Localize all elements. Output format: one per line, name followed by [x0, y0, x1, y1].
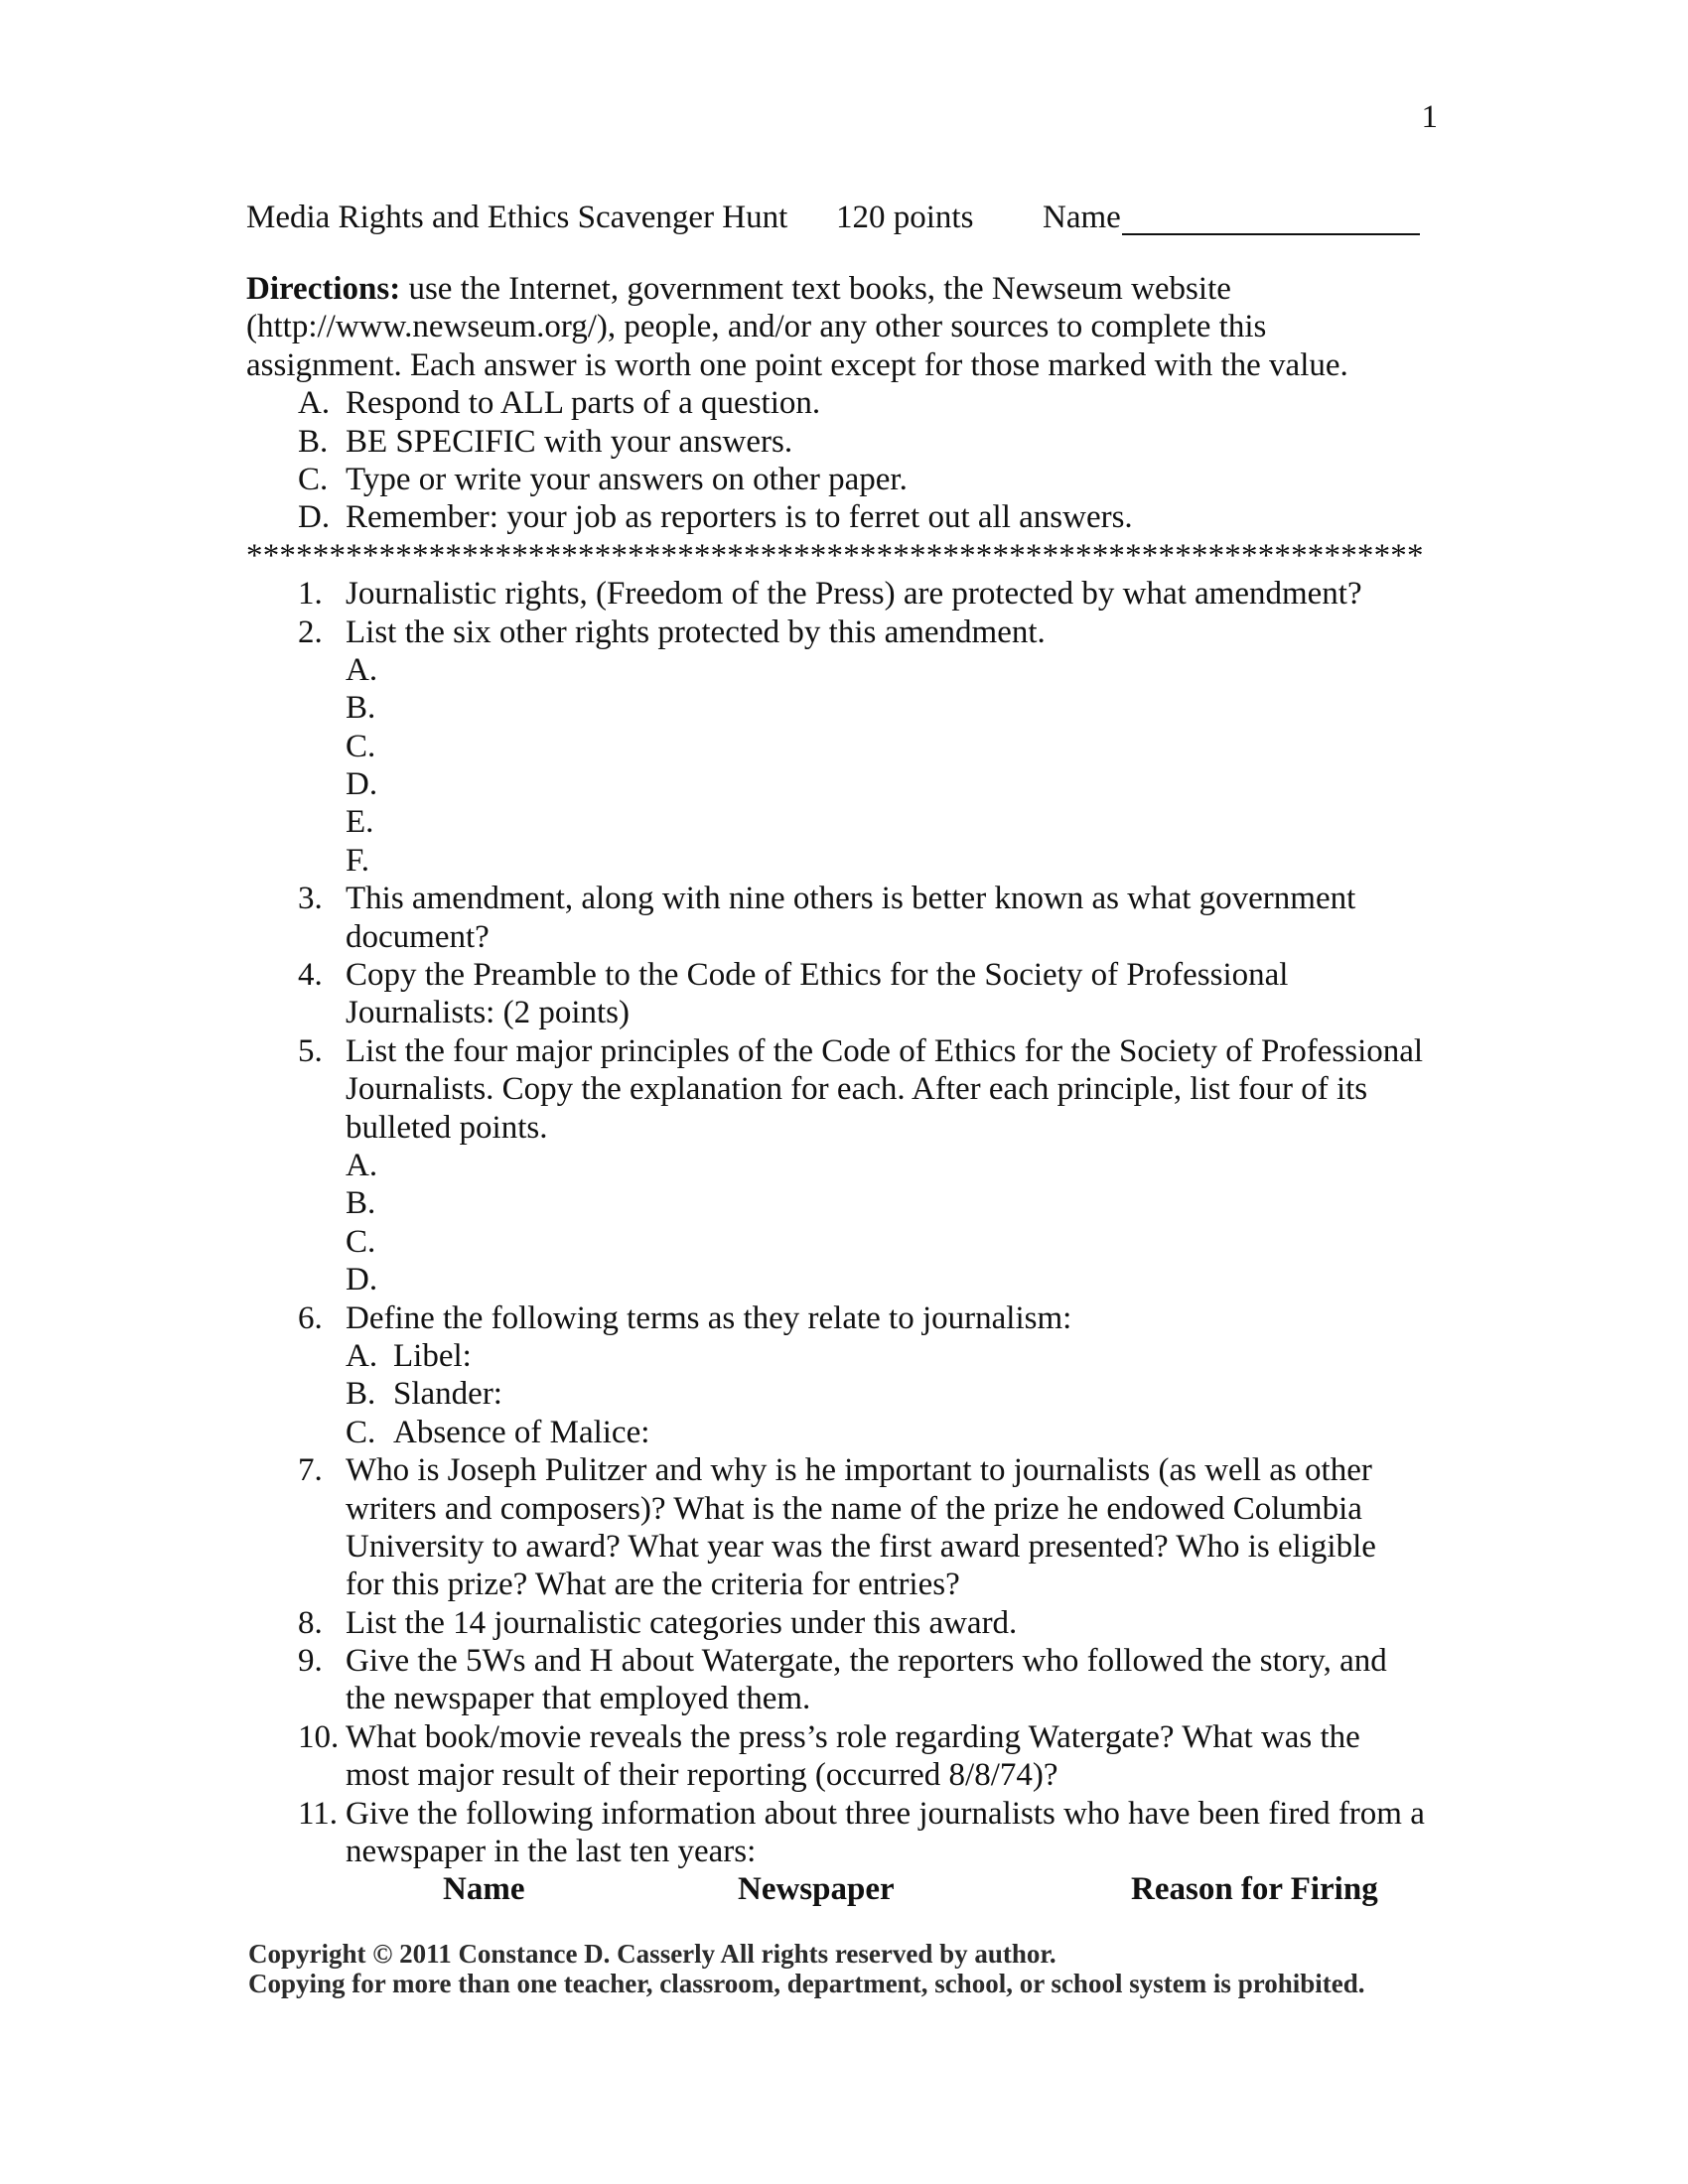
question-text: Give the 5Ws and H about Watergate, the reporters who followed the story, and	[346, 1643, 1387, 1680]
question-text: Journalistic rights, (Freedom of the Press) are protected by what amendment?	[346, 576, 1362, 613]
question-item	[246, 1795, 1438, 1871]
question-text: most major result of their reporting (occurred 8/8/74)?	[346, 1757, 1058, 1794]
answer-letter: C.	[346, 728, 376, 764]
answer-letter: D.	[346, 1262, 378, 1298]
answer-letter: C.	[346, 1223, 376, 1260]
table-header-row	[246, 1870, 1438, 1908]
name-label: Name	[1043, 200, 1121, 235]
direction-rule	[246, 461, 1438, 498]
answer-letter: A.	[346, 1147, 378, 1183]
name-blank-line[interactable]	[1122, 233, 1420, 235]
question-item	[246, 1604, 1438, 1642]
worksheet-body	[246, 270, 1438, 1909]
rule-text: Respond to ALL parts of a question.	[346, 385, 821, 422]
answer-item	[246, 1184, 1438, 1222]
answer-item	[246, 689, 1438, 727]
answer-item	[246, 728, 1438, 765]
rule-text: BE SPECIFIC with your answers.	[346, 423, 793, 460]
direction-rule	[246, 423, 1438, 461]
directions-text: use the Internet, government text books, the Newseum website	[400, 271, 1231, 307]
answer-item	[246, 842, 1438, 880]
question-text: bulleted points.	[346, 1109, 548, 1146]
copyright-footer	[248, 1940, 1364, 1998]
question-text: List the six other rights protected by this amendment.	[346, 614, 1046, 650]
rule-letter: A.	[298, 385, 331, 422]
question-number: 11.	[298, 1795, 339, 1832]
question-text: Define the following terms as they relate to journalism:	[346, 1299, 1072, 1336]
question-text: writers and composers)? What is the name of the prize he endowed Columbia	[346, 1490, 1362, 1527]
question-item	[246, 1718, 1438, 1795]
asterisk-divider: ***********************************************************************	[246, 537, 1424, 574]
rule-letter: B.	[298, 423, 329, 460]
rule-text: Remember: your job as reporters is to ferret out all answers.	[346, 499, 1133, 536]
question-item	[246, 614, 1438, 651]
question-item	[246, 880, 1438, 956]
directions-label: Directions:	[246, 271, 401, 307]
directions	[246, 270, 1438, 537]
column-header-reason: Reason for Firing	[1131, 1871, 1378, 1908]
question-text: for this prize? What are the criteria for entries?	[346, 1567, 960, 1603]
question-text: List the 14 journalistic categories under this award.	[346, 1604, 1018, 1641]
question-text: Journalists. Copy the explanation for each. After each principle, list four of its	[346, 1071, 1368, 1108]
question-item	[246, 1642, 1438, 1718]
term-label: Libel:	[393, 1337, 472, 1374]
copying-notice: Copying for more than one teacher, classroom, department, school, or school system is prohibited.	[248, 1968, 1365, 1998]
answer-letter: B.	[346, 690, 376, 727]
question-number: 2.	[298, 614, 323, 650]
question-text: Give the following information about three journalists who have been fired from a	[346, 1795, 1425, 1832]
question-text: This amendment, along with nine others is better known as what government	[346, 881, 1356, 917]
answer-item	[246, 1414, 1438, 1451]
answer-letter: A.	[346, 1337, 378, 1374]
direction-rule	[246, 384, 1438, 422]
question-list	[246, 575, 1438, 1870]
term-label: Absence of Malice:	[393, 1414, 650, 1450]
question-number: 3.	[298, 881, 323, 917]
question-item	[246, 956, 1438, 1032]
direction-rule	[246, 498, 1438, 536]
answer-letter: F.	[346, 842, 369, 879]
question-text: University to award? What year was the first award presented? Who is eligible	[346, 1528, 1376, 1565]
directions-text: assignment. Each answer is worth one point except for those marked with the value.	[246, 346, 1348, 383]
column-header-newspaper: Newspaper	[738, 1871, 895, 1908]
question-number: 6.	[298, 1299, 323, 1336]
answer-letter: D.	[346, 766, 378, 803]
question-item	[246, 1299, 1438, 1337]
question-number: 7.	[298, 1452, 323, 1489]
question-text: Copy the Preamble to the Code of Ethics for the Society of Professional	[346, 957, 1289, 994]
question-number: 10.	[298, 1718, 340, 1755]
question-number: 8.	[298, 1604, 323, 1641]
question-text: Journalists: (2 points)	[346, 995, 630, 1031]
copyright-line: Copyright © 2011 Constance D. Casserly All rights reserved by author.	[248, 1939, 1056, 1969]
term-label: Slander:	[393, 1376, 502, 1413]
question-number: 5.	[298, 1032, 323, 1069]
question-text: List the four major principles of the Code of Ethics for the Society of Professional	[346, 1032, 1424, 1069]
answer-item	[246, 1261, 1438, 1298]
answer-item	[246, 1375, 1438, 1413]
answer-item	[246, 1337, 1438, 1375]
directions-text: (http://www.newseum.org/), people, and/or any other sources to complete this	[246, 309, 1267, 345]
answer-letter: C.	[346, 1414, 376, 1450]
rule-letter: D.	[298, 499, 331, 536]
question-item	[246, 1032, 1438, 1147]
question-text: Who is Joseph Pulitzer and why is he important to journalists (as well as other	[346, 1452, 1372, 1489]
column-header-name: Name	[443, 1871, 525, 1908]
answer-item	[246, 765, 1438, 803]
question-item	[246, 1451, 1438, 1604]
answer-item	[246, 1147, 1438, 1184]
answer-letter: B.	[346, 1376, 376, 1413]
answer-item	[246, 1223, 1438, 1261]
rule-text: Type or write your answers on other paper.	[346, 461, 908, 497]
answer-item	[246, 803, 1438, 841]
question-number: 1.	[298, 576, 323, 613]
question-number: 4.	[298, 957, 323, 994]
answer-letter: B.	[346, 1185, 376, 1222]
answer-letter: A.	[346, 651, 378, 688]
question-item	[246, 575, 1438, 613]
question-text: the newspaper that employed them.	[346, 1681, 811, 1717]
answer-letter: E.	[346, 804, 374, 841]
rule-letter: C.	[298, 461, 329, 497]
worksheet-title: Media Rights and Ethics Scavenger Hunt	[246, 200, 788, 235]
question-text: newspaper in the last ten years:	[346, 1834, 757, 1870]
question-number: 9.	[298, 1643, 323, 1680]
page-number: 1	[1421, 99, 1438, 135]
question-text: What book/movie reveals the press’s role regarding Watergate? What was the	[346, 1718, 1360, 1755]
total-points: 120 points	[836, 200, 974, 235]
answer-item	[246, 651, 1438, 689]
question-text: document?	[346, 918, 490, 955]
